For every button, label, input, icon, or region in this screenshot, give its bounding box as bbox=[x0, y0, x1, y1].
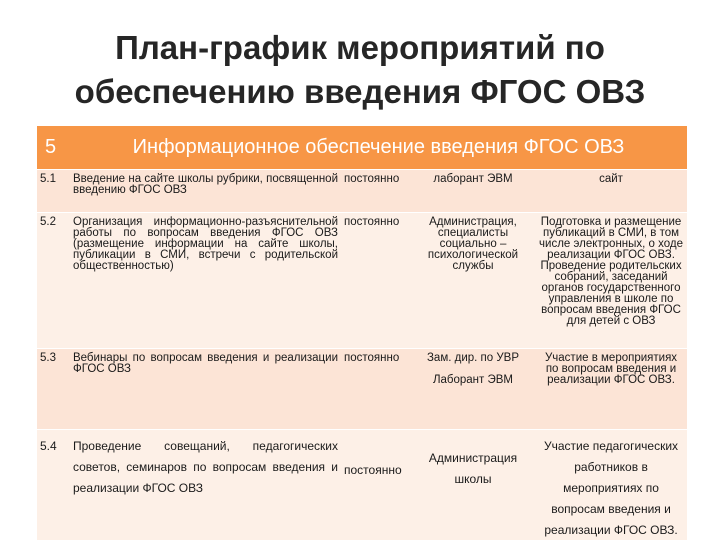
row-frequency: постоянно bbox=[341, 169, 411, 212]
row-result: Участие педагогических работников в мероприятиях по вопросам введения и реализации ФГОС ОВЗ. bbox=[535, 429, 687, 540]
row-number: 5.4 bbox=[37, 429, 70, 540]
title-line-1: План-график мероприятий по bbox=[115, 29, 605, 66]
row-description: Организация информационно-разъяснительной работы по вопросам введения ФГОС ОВЗ (размещение информации на сайте школы, публикации в СМИ, встречи с родительской общественностью) bbox=[70, 212, 341, 348]
table-row bbox=[37, 212, 687, 348]
page-title bbox=[40, 26, 680, 114]
row-responsible-cell bbox=[411, 348, 535, 429]
row-result: сайт bbox=[535, 169, 687, 212]
table-row bbox=[37, 169, 687, 212]
row-description: Вебинары по вопросам введения и реализации ФГОС ОВЗ bbox=[70, 348, 341, 429]
row-frequency: постоянно bbox=[341, 429, 411, 540]
row-responsible: Администрация школы bbox=[411, 429, 535, 540]
row-responsible: лаборант ЭВМ bbox=[411, 169, 535, 212]
row-result: Участие в мероприятиях по вопросам введения и реализации ФГОС ОВЗ. bbox=[535, 348, 687, 429]
row-frequency: постоянно bbox=[341, 348, 411, 429]
row-number: 5.1 bbox=[37, 169, 70, 212]
row-responsible: Зам. дир. по УВР bbox=[426, 351, 520, 364]
table-row bbox=[37, 429, 687, 540]
row-result: Подготовка и размещение публикаций в СМИ, в том числе электронных, о ходе реализации ФГОС ОВЗ. Проведение родительских собраний, заседаний органов государственного управления в школе по вопросам введения ФГОС для детей с ОВЗ bbox=[535, 212, 687, 348]
row-description: Проведение совещаний, педагогических советов, семинаров по вопросам введения и реализации ФГОС ОВЗ bbox=[70, 429, 341, 540]
title-line-2: обеспечению введения ФГОС ОВЗ bbox=[74, 73, 646, 110]
plan-table bbox=[37, 126, 687, 540]
row-frequency: постоянно bbox=[341, 212, 411, 348]
header-number: 5 bbox=[37, 126, 70, 169]
row-responsible: Администрация, специалисты социально – психологической службы bbox=[411, 212, 535, 348]
row-description: Введение на сайте школы рубрики, посвященной введению ФГОС ОВЗ bbox=[70, 169, 341, 212]
row-number: 5.2 bbox=[37, 212, 70, 348]
row-responsible-secondary: Лаборант ЭВМ bbox=[432, 373, 514, 386]
table-header-row bbox=[37, 126, 687, 169]
table-row bbox=[37, 348, 687, 429]
header-title: Информационное обеспечение введения ФГОС ОВЗ bbox=[70, 126, 687, 169]
row-number: 5.3 bbox=[37, 348, 70, 429]
